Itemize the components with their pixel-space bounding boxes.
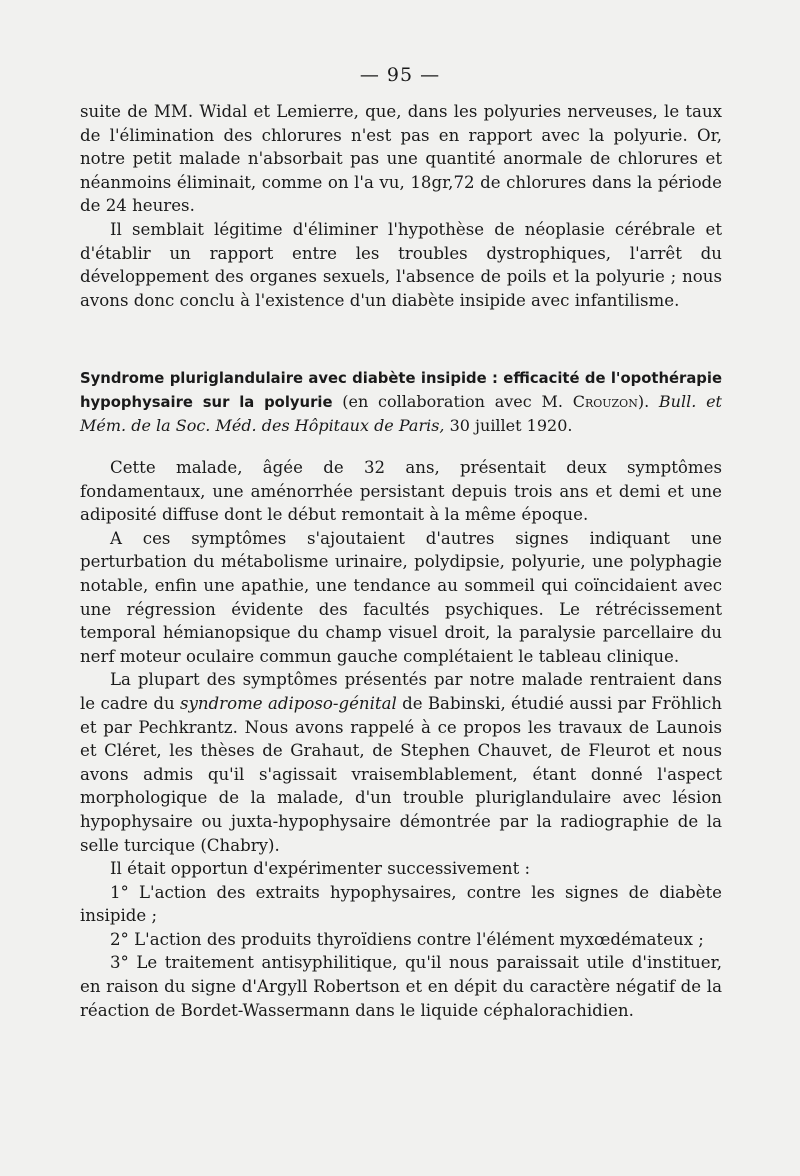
paragraph-4: A ces symptômes s'ajoutaient d'autres signes indiquant une perturbation du métabolisme urinaire, polydipsie, polyurie, une polyphagie notable, enfin une apathie, une tendance au sommeil qui coïncidaient avec une régression évidente des facultés psychiques. Le rétrécissement temporal hémianopsique du champ visuel droit, la paralysie parcellaire du nerf moteur oculaire commun gauche complétaient le tableau clinique. <box>80 528 722 666</box>
intro-text <box>80 100 722 312</box>
paragraph-6: Il était opportun d'expérimenter successivement : <box>110 859 531 879</box>
body-text <box>80 456 722 1022</box>
paragraph-5-start: La plupart des symptômes présentés par notre malade rentraient dans le cadre du <box>80 670 722 713</box>
collaborator-name: Crouzon <box>572 392 638 411</box>
section-title: Syndrome pluriglandulaire avec diabète insipide : efficacité de l'opothérapie hypophysaire sur la polyurie <box>80 370 722 411</box>
publication-date: 30 juillet 1920. <box>444 416 573 435</box>
paragraph-5 <box>80 668 722 857</box>
list-item-2: 2° L'action des produits thyroïdiens contre l'élément myxœdémateux ; <box>110 929 704 949</box>
paragraph-2: Il semblait légitime d'éliminer l'hypothèse de néoplasie cérébrale et d'établir un rapport entre les troubles dystrophiques, l'arrêt du développement des organes sexuels, l'absence de poils et la polyurie ; nous avons donc conclu à l'existence d'un diabète insipide avec infantilisme. <box>80 219 722 310</box>
paragraph-5-end: de Babinski, étudié aussi par Fröhlich et par Pechkrantz. Nous avons rappelé à ce propos les travaux de Launois et Cléret, les thèses de Grahaut, de Stephen Chauvet, de Fleurot et nous avons admis qu'il s'agissait vraisemblablement, étant donné l'aspect morphologique de la malade, d'un trouble pluriglandulaire avec lésion hypophysaire ou juxta-hypophysaire démontrée par la radiographie de la selle turcique (Chabry). <box>80 693 722 855</box>
collab-text: (en collaboration avec M. <box>332 392 573 411</box>
section-heading <box>80 366 722 437</box>
journal-reference: Bull. et Mém. de la Soc. Méd. des Hôpitaux de Paris, <box>80 392 722 435</box>
paragraph-1: suite de MM. Widal et Lemierre, que, dans les polyuries nerveuses, le taux de l'élimination des chlorures n'est pas en rapport avec la polyurie. Or, notre petit malade n'absorbait pas une quantité anormale de chlorures et néanmoins éliminait, comme on l'a vu, 18gr,72 de chlorures dans la période de 24 heures. <box>80 102 722 216</box>
list-item-3: 3° Le traitement antisyphilitique, qu'il nous paraissait utile d'instituer, en raison du signe d'Argyll Robertson et en dépit du caractère négatif de la réaction de Bordet-Wassermann dans le liquide céphalorachidien. <box>80 953 722 1020</box>
paragraph-3: Cette malade, âgée de 32 ans, présentait deux symptômes fondamentaux, une aménorrhée persistant depuis trois ans et demi et une adiposité diffuse dont le début remontait à la même époque. <box>80 458 722 525</box>
syndrome-name: syndrome adiposo-génital <box>179 693 397 713</box>
page-number: — 95 — <box>359 64 441 86</box>
publication-reference <box>80 366 722 437</box>
list-item-1: 1° L'action des extraits hypophysaires, contre les signes de diabète insipide ; <box>80 882 722 926</box>
collab-close: ). <box>637 392 659 411</box>
